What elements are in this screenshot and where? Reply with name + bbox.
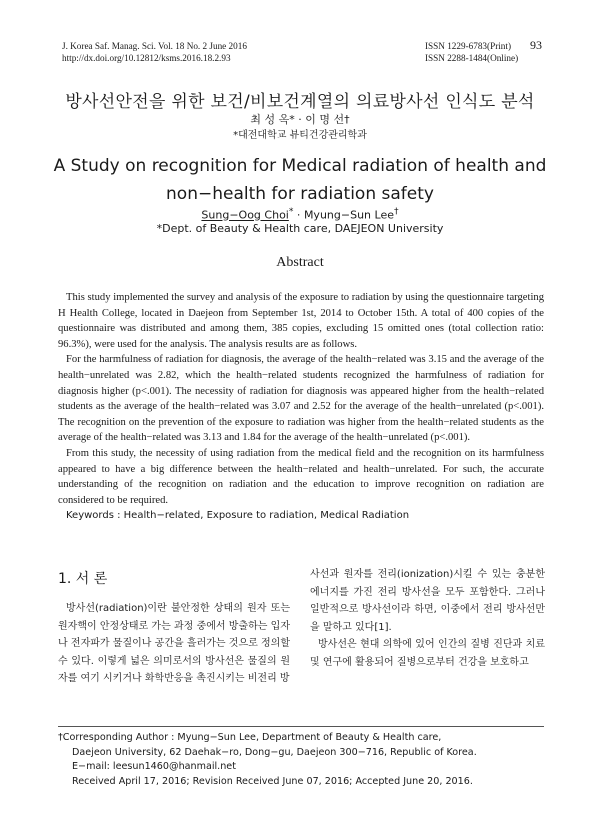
journal-citation: J. Korea Saf. Manag. Sci. Vol. 18 No. 2 June 2016	[62, 41, 247, 51]
intro-paragraph-right-2: 방사선은 현대 의학에 있어 인간의 질병 진단과 치료 및 연구에 활용되어 질병으로부터 건강을 보호하고	[310, 639, 545, 668]
english-title	[40, 152, 560, 208]
author-separator: ·	[293, 208, 304, 222]
issn-print: ISSN 1229-6783(Print)	[425, 41, 512, 51]
intro-paragraph-left: 방사선(radiation)이란 불안정한 상태의 원자 또는 원자핵이 안정상태로 가는 과정 중에서 방출하는 입자나 전자파가 물질이나 공간을 흘러가는 것으로 정의할 수 있다. 이렇게 넓은 의미로서의 방사선은 물질의 원자를 여기 시키거나 화학반응을 촉진시키는 비전리 방	[58, 603, 290, 685]
author-2: Myung−Sun Lee	[303, 208, 394, 222]
page-number: 93	[530, 38, 542, 52]
abstract-paragraph-2: For the harmfulness of radiation for diagnosis, the average of the health−related was 3.15 and the average of the health−unrelated was 2.82, which the health−related students recognized the harmfulness of radiation for diagnosis higher (p<.001). The necessity of radiation for diagnosis was appeared higher from the health−related students as the average of the health−related was 3.07 and 2.52 for the average of the health−unrelated (p<.001). The recognition on the prevention of the exposure to radiation was higher from the health−related students as the average of the health−related was 3.13 and 1.84 for the average of the health−unrelated (p<.001).	[58, 354, 544, 444]
journal-header	[62, 40, 247, 64]
english-affiliation: *Dept. of Beauty & Health care, DAEJEON University	[156, 222, 444, 235]
doi-link[interactable]: http://dx.doi.org/10.12812/ksms.2016.18.2.93	[62, 53, 231, 63]
abstract-heading: Abstract	[276, 255, 324, 270]
footnote-dates: Received April 17, 2016; Revision Received June 07, 2016; Accepted June 20, 2016.	[72, 775, 473, 787]
footnote-divider	[58, 726, 544, 727]
author-1-mark: *	[288, 206, 294, 217]
abstract-paragraph-1: This study implemented the survey and analysis of the exposure to radiation by using the questionnaire targeting H Health College, located in Daejeon from September 1st, 2014 to October 15th. A total of 400 copies of the questionnaire was distributed and among them, 385 copies, excluding 15 omitted ones (total collection ratio: 96.3%), were used for the analysis. The analysis results are as follows.	[58, 292, 544, 350]
korean-affiliation: *대전대학교 뷰티건강관리학과	[233, 130, 367, 141]
english-title-line1: A Study on recognition for Medical radiation of health and	[53, 156, 547, 176]
footnote-address: Daejeon University, 62 Daehak−ro, Dong−gu, Daejeon 300−716, Republic of Korea.	[72, 746, 477, 758]
korean-title: 방사선안전을 위한 보건/비보건계열의 의료방사선 인식도 분석	[65, 92, 535, 112]
english-authors	[0, 206, 600, 222]
issn-online: ISSN 2288-1484(Online)	[425, 53, 519, 63]
abstract-paragraph-3: From this study, the necessity of using radiation from the medical field and the recognition on its harmfulness appeared to have a big difference between the health−related and health−unrelated. For such, the accurate understanding of the recognition on radiation and the education to improve recognition on radiation are considered to be required.	[58, 447, 544, 506]
left-column	[58, 568, 290, 688]
footnote-email[interactable]: E−mail: leesun1460@hanmail.net	[72, 761, 236, 773]
keywords: Keywords : Health−related, Exposure to radiation, Medical Radiation	[66, 510, 410, 522]
footnote-corresponding: †Corresponding Author : Myung−Sun Lee, Department of Beauty & Health care,	[58, 732, 442, 743]
section-heading: 1. 서 론	[58, 571, 108, 587]
author-2-mark: †	[393, 206, 399, 217]
intro-paragraph-right-1: 사선과 원자를 전리(ionization)시킬 수 있는 충분한 에너지를 가진 전리 방사선을 모두 포함한다. 그러나 일반적으로 방사선이라 하면, 이중에서 전리 방사선만을 말하고 있다[1].	[310, 569, 545, 633]
right-column	[310, 566, 545, 672]
korean-authors: 최 성 옥* · 이 명 선†	[250, 113, 350, 126]
english-title-line2: non−health for radiation safety	[166, 184, 434, 204]
issn-header	[425, 40, 518, 64]
footnote	[58, 731, 544, 789]
abstract-body	[58, 290, 544, 524]
author-1: Sung−Oog Choi	[201, 208, 289, 222]
